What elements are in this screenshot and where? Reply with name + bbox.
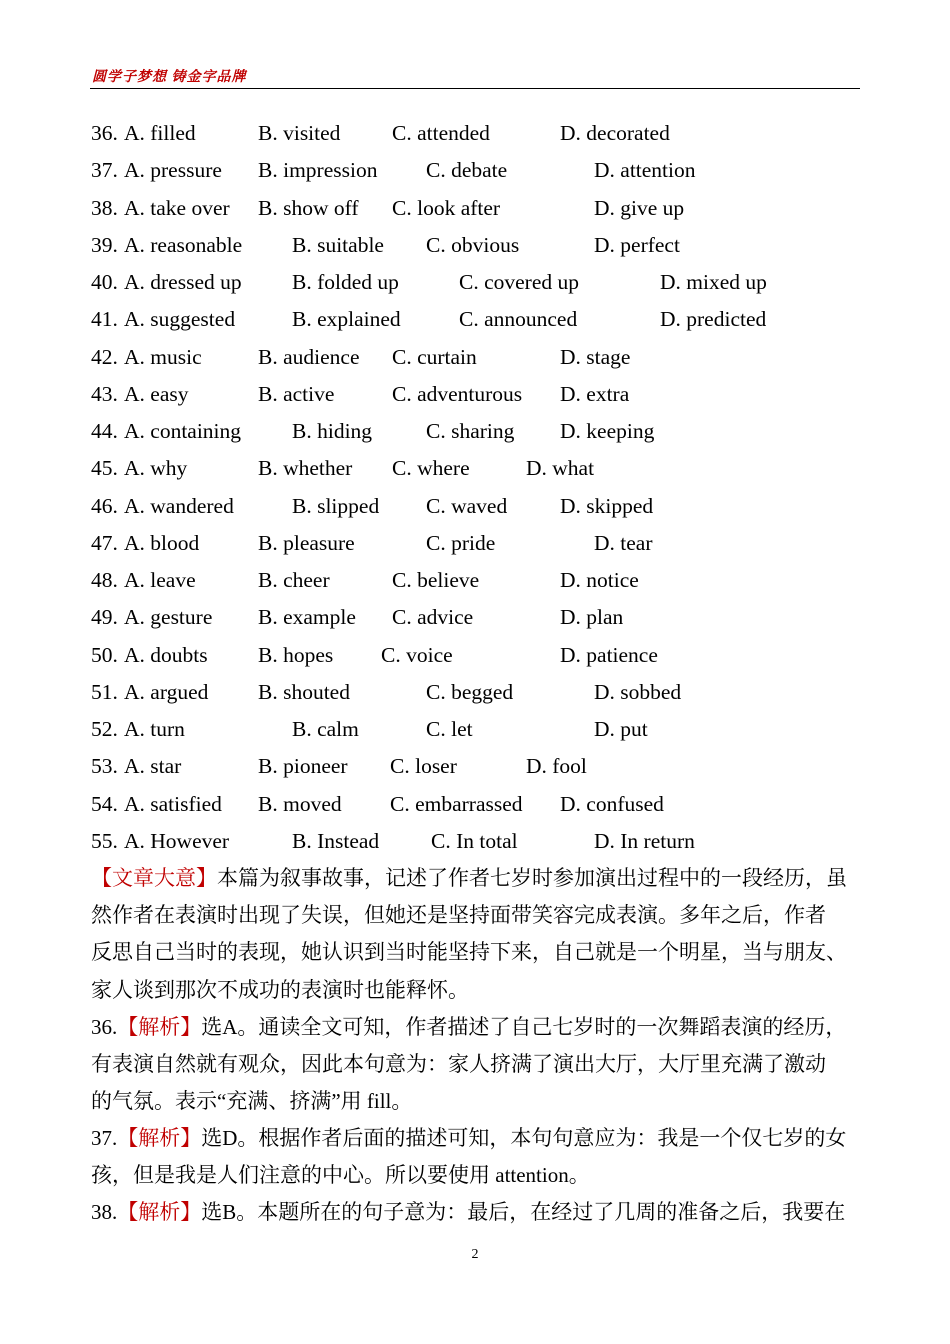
question-number: 37. [91,158,118,183]
option-a: A. turn [124,717,185,741]
option-d: D. predicted [660,307,767,332]
option-d: D. attention [594,158,696,183]
option-c: C. look after [392,195,501,220]
option-b: B. calm [292,717,359,741]
question-number: 36. [91,121,118,145]
question-row [0,491,950,521]
option-b: B. cheer [258,568,330,592]
question-number: 50. [91,642,118,667]
option-b: B. whether [258,456,353,481]
question-row [0,304,950,334]
option-a: A. easy [124,381,189,406]
option-b: B. visited [258,121,341,145]
option-a: A. why [124,456,188,481]
option-c: C. begged [426,679,514,704]
analysis-line [91,1120,861,1157]
option-b: B. hopes [258,642,334,667]
option-a: A. music [124,344,202,369]
option-c: C. pride [426,530,496,555]
option-c: C. advice [392,605,474,630]
option-a: A. gesture [124,605,213,630]
option-b: B. impression [258,158,378,183]
question-row [0,267,950,297]
option-b: B. explained [292,307,401,332]
option-d: D. stage [560,344,631,369]
question-row [0,826,950,856]
analysis-line: 有表演自然就有观众，因此本句意为：家人挤满了演出大厅，大厅里充满了激动 [91,1052,826,1077]
analysis-number: 36. [91,1015,118,1039]
option-a: A. However [124,828,230,853]
question-row [0,416,950,446]
page-number: 2 [471,1247,479,1262]
option-d: D. give up [594,195,685,220]
analysis-tag: 【解析】 [117,1200,202,1224]
question-number: 40. [91,270,118,294]
question-number: 41. [91,307,118,332]
option-c: C. debate [426,158,508,183]
option-d: D. plan [560,605,624,630]
analysis-number: 38. [91,1200,118,1224]
analysis-line: 的气氛。表示“充满、挤满”用 fill。 [91,1089,413,1114]
header-slogan: 圆学子梦想 铸金字品牌 [92,70,247,85]
option-c: C. In total [431,828,518,853]
question-number: 39. [91,232,118,257]
question-row [0,528,950,558]
option-d: D. In return [594,828,695,853]
option-d: D. skipped [560,493,654,518]
option-b: B. shouted [258,679,350,704]
question-number: 44. [91,419,118,443]
question-row [0,565,950,595]
option-b: B. pioneer [258,754,348,779]
analysis-tag: 【解析】 [117,1126,202,1150]
option-c: C. attended [392,121,490,145]
option-a: A. take over [124,195,230,220]
option-b: B. folded up [292,270,399,294]
option-a: A. reasonable [124,232,243,257]
option-a: A. pressure [124,158,222,183]
option-b: B. audience [258,344,360,369]
summary-line: 然作者在表演时出现了失误，但她还是坚持面带笑容完成表演。多年之后，作者 [91,903,826,928]
question-number: 46. [91,493,118,518]
option-a: A. wandered [124,493,234,518]
question-row [0,453,950,483]
option-c: C. let [426,717,473,741]
question-row [0,155,950,185]
option-d: D. decorated [560,121,670,145]
option-a: A. filled [124,121,196,145]
question-number: 49. [91,605,118,630]
option-c: C. embarrassed [390,791,523,816]
question-number: 53. [91,754,118,779]
analysis-text: 选A。通读全文可知，作者描述了自己七岁时的一次舞蹈表演的经历， [201,1015,847,1039]
page-header [90,66,860,89]
question-number: 47. [91,530,118,555]
analysis-37 [91,1120,861,1194]
option-c: C. where [392,456,470,481]
option-b: B. Instead [292,828,380,853]
question-number: 42. [91,344,118,369]
option-d: D. fool [526,754,587,779]
question-row [0,602,950,632]
question-row [0,379,950,409]
option-a: A. satisfied [124,791,222,816]
option-d: D. what [526,456,595,481]
option-d: D. patience [560,642,658,667]
summary-line: 家人谈到那次不成功的表演时也能释怀。 [91,977,469,1002]
summary-text: 本篇为叙事故事，记述了作者七岁时参加演出过程中的一段经历，虽 [217,866,847,890]
option-c: C. sharing [426,419,515,443]
option-c: C. announced [459,307,578,332]
option-b: B. suitable [292,232,384,257]
option-d: D. confused [560,791,664,816]
question-row [0,342,950,372]
option-d: D. notice [560,568,639,592]
option-b: B. slipped [292,493,380,518]
option-a: A. star [124,754,182,779]
option-d: D. tear [594,530,653,555]
analysis-38 [91,1194,861,1231]
option-b: B. moved [258,791,342,816]
option-b: B. hiding [292,419,373,443]
option-d: D. put [594,717,648,741]
analysis-line [91,1194,861,1231]
question-number: 55. [91,828,118,853]
summary-line: 反思自己当时的表现，她认识到当时能坚持下来，自己就是一个明星，当与朋友、 [91,940,847,965]
summary-line [91,860,861,897]
question-row [0,118,950,148]
option-b: B. active [258,381,335,406]
summary-tag: 【文章大意】 [91,866,217,890]
question-number: 45. [91,456,118,481]
question-row [0,751,950,781]
option-c: C. obvious [426,232,520,257]
option-b: B. show off [258,195,359,220]
option-c: C. covered up [459,270,580,294]
option-a: A. doubts [124,642,208,667]
option-c: C. curtain [392,344,477,369]
analysis-text: 选B。本题所在的句子意为：最后，在经过了几周的准备之后，我要在 [201,1200,846,1224]
option-c: C. believe [392,568,480,592]
option-a: A. suggested [124,307,236,332]
option-a: A. leave [124,568,196,592]
question-number: 52. [91,717,118,741]
analysis-line [91,1009,861,1046]
option-c: C. voice [381,642,453,667]
question-row [0,640,950,670]
analysis-text: 选D。根据作者后面的描述可知，本句句意应为：我是一个仅七岁的女 [201,1126,847,1150]
option-a: A. dressed up [124,270,242,294]
analysis-line: 孩，但是我是人们注意的中心。所以要使用 attention。 [91,1163,590,1188]
question-number: 54. [91,791,118,816]
analysis-number: 37. [91,1126,118,1150]
option-d: D. sobbed [594,679,682,704]
option-a: A. argued [124,679,209,704]
option-a: A. containing [124,419,242,443]
question-number: 38. [91,195,118,220]
option-b: B. pleasure [258,530,355,555]
option-b: B. example [258,605,356,630]
option-c: C. loser [390,754,457,779]
option-c: C. adventurous [392,381,523,406]
option-a: A. blood [124,530,200,555]
question-row [0,677,950,707]
option-d: D. perfect [594,232,680,257]
question-number: 43. [91,381,118,406]
question-row [0,230,950,260]
analysis-36 [91,1009,861,1121]
option-c: C. waved [426,493,508,518]
question-number: 48. [91,568,118,592]
option-d: D. extra [560,381,630,406]
article-summary [91,860,861,1009]
question-row [0,714,950,744]
question-number: 51. [91,679,118,704]
question-row [0,789,950,819]
option-d: D. mixed up [660,270,767,294]
analysis-tag: 【解析】 [117,1015,202,1039]
option-d: D. keeping [560,419,655,443]
question-row [0,193,950,223]
